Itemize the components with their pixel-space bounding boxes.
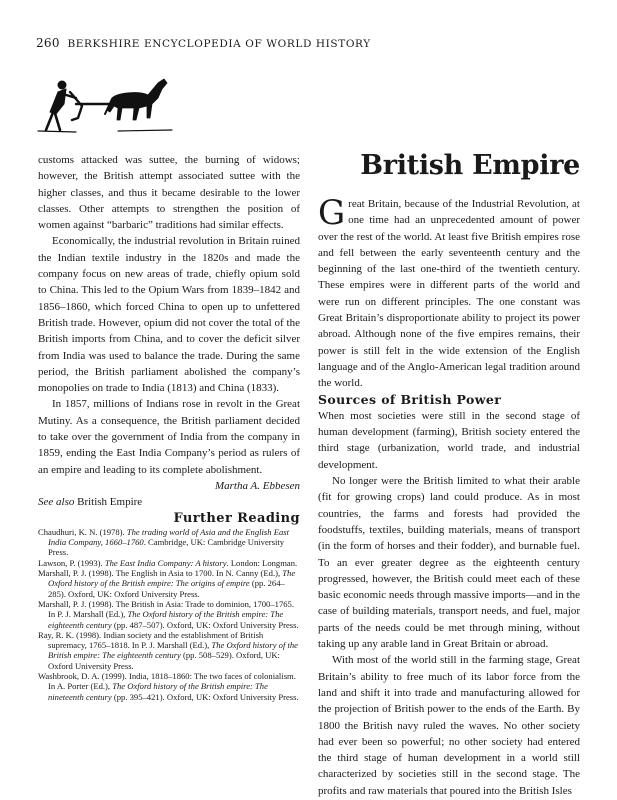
body-paragraph: With most of the world still in the farming stage, Great Britain’s ability to free much of its labor force from the land and shift it into trade and manufacturing allowed for the projection of British power to the ends of the Earth. By 1800 the British navy ruled the waves. No other society had ever been so powerful; no other society had entered the third stage of human development in a world still characterized by societies still in the second stage. The profits and raw materials that poured into the British Isles bbox=[318, 654, 580, 797]
section-heading: Sources of British Power bbox=[318, 391, 502, 407]
reference-entry: Lawson, P. (1993). The East India Company: A history. London: Longman. bbox=[38, 557, 298, 568]
page-number: 260 bbox=[36, 36, 60, 50]
body-paragraph: No longer were the British limited to what their arable (fit for growing crops) land could produce. As in most countries, the farms and forests had provided the foodstuffs, textiles, building materials, means of transport (in the form of horses and their fodder), and burnable fuel. To an ever greater degree as the eighteenth century progressed, however, the British could meet each of these basic economic needs through massive imports—and in the case of building materials, transport needs, and fuel, major parts of the needs could be met through mining, without taking up any arable land in Great Britain or abroad. bbox=[318, 475, 580, 651]
see-also bbox=[38, 494, 300, 510]
body-paragraph: When most societies were still in the second stage of human development (farming), British society entered the third stage (urbanization, world trade, and industrial development. bbox=[318, 409, 580, 471]
left-column bbox=[38, 152, 300, 702]
reference-entry: Chaudhuri, K. N. (1978). The trading world of Asia and the English East India Company, 1660–1760. Cambridge, UK: Cambridge University Press. bbox=[38, 526, 289, 558]
see-also-link[interactable]: British Empire bbox=[77, 496, 143, 509]
reference-entry: Marshall, P. J. (1998). The English in Asia to 1700. In N. Canny (Ed.), The Oxford history of the British empire: The origins of empire (pp. 264–285). Oxford, UK: Oxford University Press. bbox=[38, 568, 296, 599]
author-signature: Martha A. Ebbesen bbox=[214, 479, 300, 492]
plowman-logo-icon bbox=[36, 74, 174, 134]
drop-cap: G bbox=[318, 193, 346, 233]
body-paragraph: In 1857, millions of Indians rose in revolt in the Great Mutiny. As a consequence, the British parliament decided to take over the government of India from the company in 1859, ending the East India Company’s period as rulers of an empire and leading to its complete abolishment. bbox=[38, 398, 300, 476]
right-column bbox=[318, 193, 580, 799]
running-title: BERKSHIRE ENCYCLOPEDIA OF WORLD HISTORY bbox=[67, 38, 371, 50]
reference-entry: Marshall, P. J. (1998). The British in Asia: Trade to dominion, 1700–1765. In P. J. Marshall (Ed.), The Oxford history of the British empire: The eighteenth century (pp. 487–507). Oxford, UK: Oxford University Press. bbox=[38, 598, 299, 630]
running-header bbox=[36, 36, 371, 50]
body-paragraph: customs attacked was suttee, the burning of widows; however, the British attempt associated suttee with the higher classes, and thus it became desirable to the lower classes. Other attempts to strengthen the position of women against “barbaric” traditions had similar effects. bbox=[38, 154, 300, 232]
reference-entry: Washbrook, D. A. (1999). India, 1818–1860: The two faces of colonialism. In A. Porter (Ed.), The Oxford history of the British empire: The nineteenth century (pp. 395–421). Oxford, UK: Oxford University Press. bbox=[38, 670, 299, 702]
intro-paragraph: Great Britain, because of the Industrial Revolution, at one time had an unprecedented amount of power over the rest of the world. At least five British empires rose and fell between the early seventeenth century and the beginning of the last one-third of the twentieth century. These empires were in different parts of the world and were run on different principles. The one constant was Great Britain’s disproportionate ability to project its power abroad. Although none of the five empires remains, their power is still felt in the wide extension of the English language and of the Anglo-American legal tradition around the world. bbox=[318, 193, 580, 390]
further-reading-heading: Further Reading bbox=[173, 510, 300, 526]
body-paragraph: Economically, the industrial revolution in Britain ruined the Indian textile industry in the 1820s and made the company focus on new areas of trade, chiefly opium sold to China. This led to the Opium Wars from 1839–1842 and 1856–1860, which forced China to open up to unfettered British trade. However, opium did not cover the total of the British imports from China, and to cover the deficit silver from India was used to balance the trade. During the same period, the British parliament abolished the company’s monopolies on trade to India (1813) and China (1833). bbox=[38, 235, 300, 395]
see-also-label: See also bbox=[38, 496, 75, 509]
article-title: British Empire bbox=[360, 150, 580, 181]
reference-entry: Ray, R. K. (1998). Indian society and the establishment of British supremacy, 1765–1818. In P. J. Marshall (Ed.), The Oxford history of the British empire: The eighteenth century (pp. 508–529). Oxford, UK: Oxford University Press. bbox=[38, 629, 298, 671]
